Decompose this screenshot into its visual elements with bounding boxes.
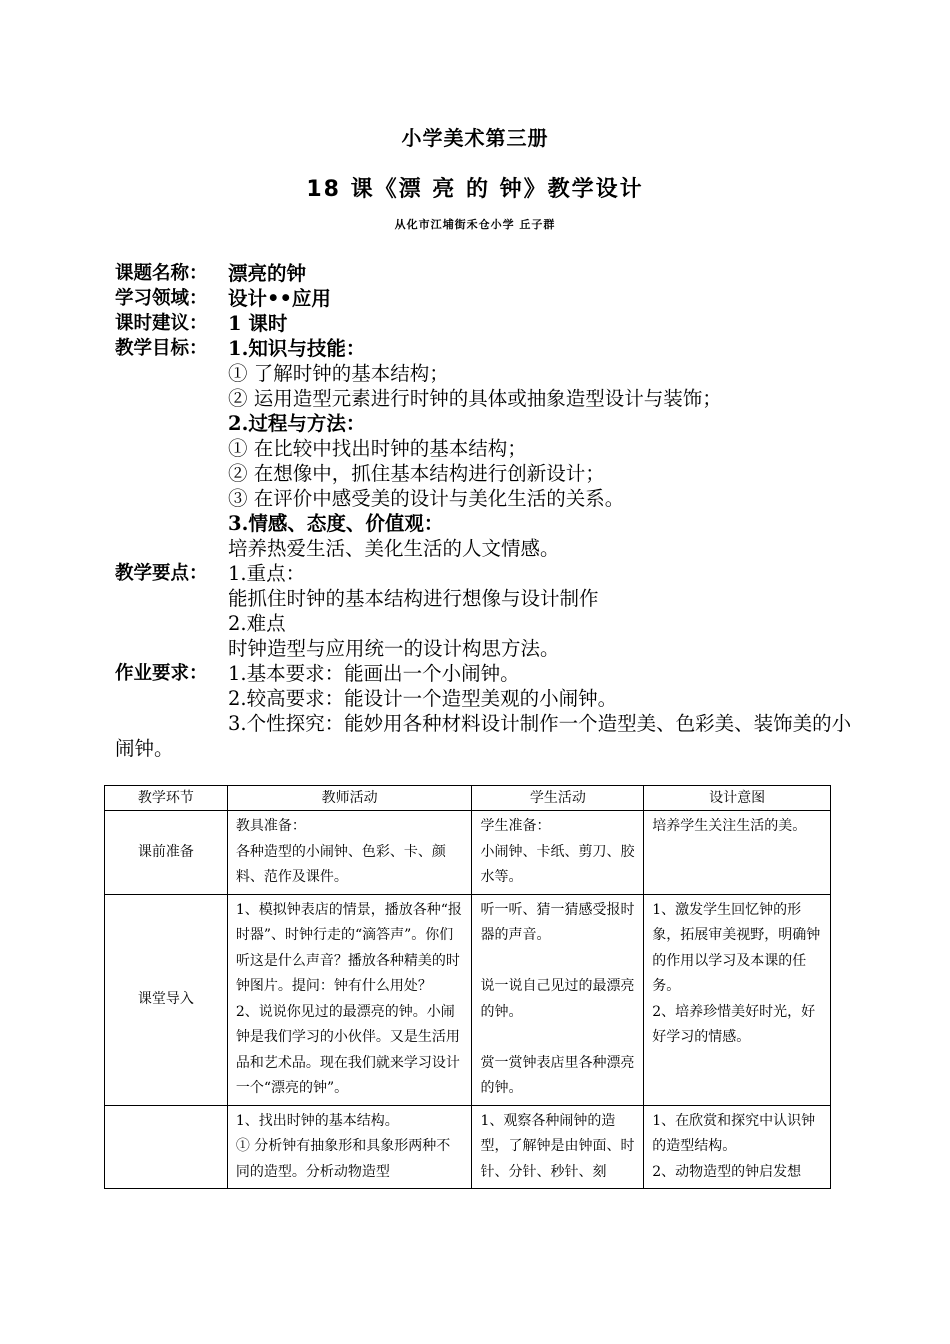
teacher-cell [227, 894, 472, 1105]
homework-item-1: 1.基本要求：能画出一个小闹钟。 [228, 662, 520, 685]
goal2-item: ③ 在评价中感受美的设计与美化生活的关系。 [228, 487, 625, 510]
stage-cell [105, 1105, 228, 1189]
cell-text: 教具准备： [235, 818, 306, 834]
header-student: 学生活动 [472, 786, 644, 811]
cell-text: 2、动物造型的钟启发想 [652, 1163, 802, 1180]
table-row [105, 1105, 831, 1189]
course-name-label: 课题名称： [115, 263, 208, 284]
goals-label: 教学目标： [115, 338, 208, 359]
homework-label: 作业要求： [115, 663, 208, 684]
lesson-info [115, 261, 855, 761]
student-cell [472, 1105, 644, 1189]
keypoints-label: 教学要点： [115, 563, 208, 584]
cell-text: 1、找出时钟的基本结构。 [235, 1112, 399, 1129]
student-cell [472, 811, 644, 895]
intent-cell [644, 811, 831, 895]
teacher-cell [227, 1105, 472, 1189]
keypoint2-title: 2.难点 [228, 612, 286, 635]
student-cell [472, 894, 644, 1105]
cell-text: 说一说自己见过的最漂亮的钟。 [480, 978, 635, 1020]
spacer [480, 949, 635, 975]
cell-text: 小闹钟、卡纸、剪刀、胶水等。 [480, 843, 635, 885]
table-header-row [105, 786, 831, 811]
goal2-item: ② 在想像中，抓住基本结构进行创新设计； [228, 462, 605, 485]
homework-item-2: 2.较高要求：能设计一个造型美观的小闹钟。 [228, 687, 618, 710]
domain-label: 学习领域： [115, 288, 208, 309]
cell-text: 2、培养珍惜美好时光，好好学习的情感。 [652, 1003, 816, 1045]
goals-row [115, 336, 855, 361]
hours-row [115, 311, 855, 336]
header-teacher: 教师活动 [227, 786, 472, 811]
series-title: 小学美术第三册 [401, 126, 549, 150]
course-name-row [115, 261, 855, 286]
hours-value: 1 课时 [228, 312, 288, 335]
course-name-value: 漂亮的钟 [228, 262, 307, 285]
goal1-item: ② 运用造型元素进行时钟的具体或抽象造型设计与装饰； [228, 387, 722, 410]
goal1-title: 1.知识与技能： [228, 337, 366, 360]
cell-text: 培养学生关注生活的美。 [652, 818, 807, 834]
goal2-item: ① 在比较中找出时钟的基本结构； [228, 437, 527, 460]
keypoint1-title: 1.重点： [228, 562, 306, 585]
table-row [105, 894, 831, 1105]
header-intent: 设计意图 [644, 786, 831, 811]
homework-row [115, 661, 855, 686]
goal3-text: 培养热爱生活、美化生活的人文情感。 [228, 537, 560, 560]
cell-text: 2、说说你见过的最漂亮的钟。小闹钟是我们学习的小伙伴。又是生活用品和艺术品。现在我们就来学习设计一个“漂亮的钟”。 [235, 1003, 460, 1096]
goal3-title: 3.情感、态度、价值观： [228, 512, 444, 535]
cell-text: 1、观察各种闹钟的造型，了解钟是由钟面、时针、分针、秒针、刻 [480, 1112, 635, 1180]
intent-cell [644, 1105, 831, 1189]
header-stage: 教学环节 [105, 786, 228, 811]
cell-text: 1、模拟钟表店的情景，播放各种“报时器”、时钟行走的“滴答声”。你们听这是什么声音？播放各种精美的时钟图片。提问：钟有什么用处？ [235, 901, 462, 994]
intent-cell [644, 894, 831, 1105]
spacer [480, 1025, 635, 1051]
cell-text: 1、激发学生回忆钟的形象，拓展审美视野，明确钟的作用以学习及本课的任务。 [652, 901, 821, 994]
cell-text: 听一听、猜一猜感受报时器的声音。 [480, 901, 635, 943]
keypoint2-text: 时钟造型与应用统一的设计构思方法。 [228, 637, 560, 660]
stage-cell: 课前准备 [105, 811, 228, 895]
cell-text: 学生准备： [480, 818, 551, 834]
cell-text: 1、在欣赏和探究中认识钟的造型结构。 [652, 1112, 816, 1154]
homework-item-3: 3.个性探究：能妙用各种材料设计制作一个造型美、色彩美、装饰美的小闹钟。 [115, 712, 852, 760]
domain-row [115, 286, 855, 311]
hours-label: 课时建议： [115, 313, 208, 334]
keypoint1-text: 能抓住时钟的基本结构进行想像与设计制作 [228, 587, 599, 610]
cell-text: 赏一赏钟表店里各种漂亮的钟。 [480, 1054, 635, 1096]
goal2-title: 2.过程与方法： [228, 412, 366, 435]
cell-text: ① 分析钟有抽象形和具象形两种不同的造型。分析动物造型 [235, 1138, 451, 1180]
teacher-cell [227, 811, 472, 895]
lesson-plan-table [104, 785, 831, 1189]
goal1-item: ① 了解时钟的基本结构； [228, 362, 449, 385]
keypoints-row [115, 561, 855, 586]
author-line: 从化市江埔街禾仓小学 丘子群 [394, 218, 556, 231]
lesson-title: 18 课《漂 亮 的 钟》教学设计 [306, 177, 644, 202]
table-row [105, 811, 831, 895]
stage-cell: 课堂导入 [105, 894, 228, 1105]
domain-value: 设计••应用 [228, 287, 331, 310]
cell-text: 各种造型的小闹钟、色彩、卡、颜料、范作及课件。 [235, 843, 446, 885]
